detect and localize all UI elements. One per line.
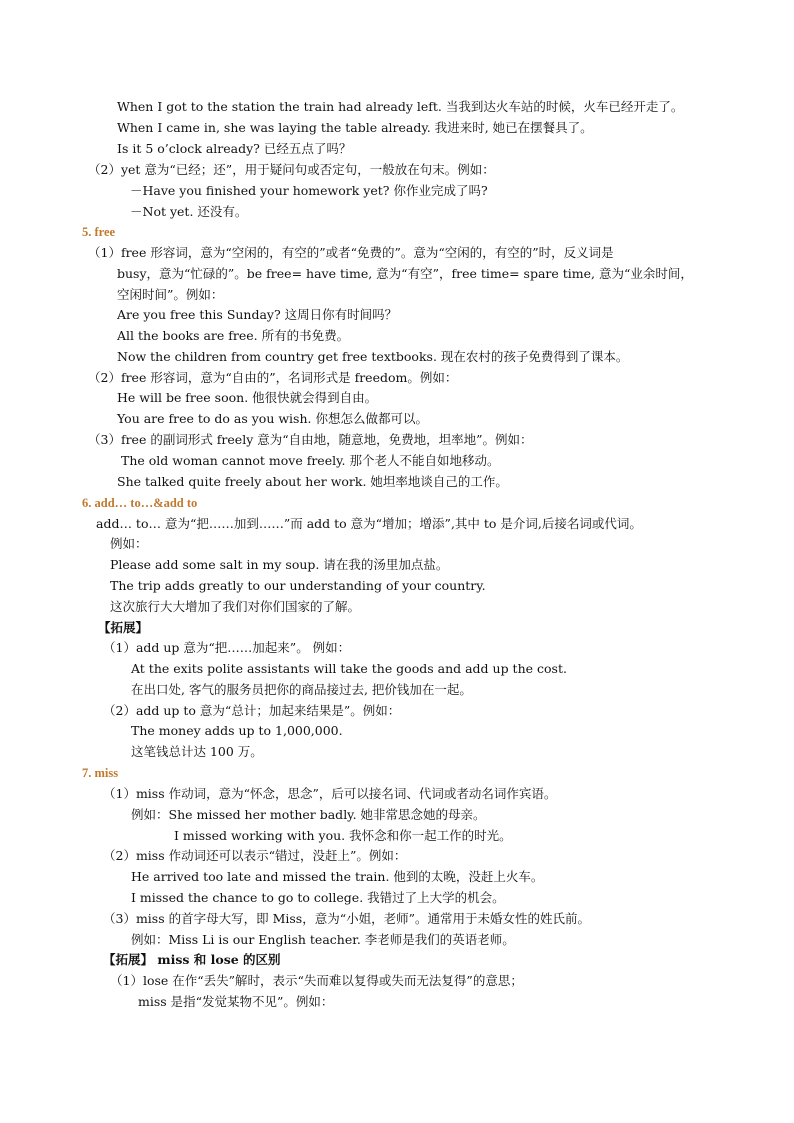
example-sentence: All the books are free. 所有的书免费。 — [117, 328, 350, 343]
example-sentence: Now the children from country get free textbooks. 现在农村的孩子免费得到了课本。 — [117, 349, 629, 364]
rule-item: （1）miss 作动词，意为“怀念，思念”，后可以接名词、代词或者动名词作宾语。 — [103, 786, 557, 801]
example-sentence: The trip adds greatly to our understanding of your country. — [110, 578, 486, 593]
rule-continuation: miss 是指“发觉某物不见”。例如： — [138, 994, 334, 1009]
rule-item: （3）miss 的首字母大写，即 Miss，意为“小姐，老师”。通常用于未婚女性的姓氏前。 — [103, 911, 590, 926]
dialogue-line: －Have you finished your homework yet? 你作业完成了吗? — [130, 183, 488, 198]
example-sentence: At the exits polite assistants will take the goods and add up the cost. — [131, 661, 567, 676]
example-sentence: He will be free soon. 他很快就会得到自由。 — [117, 390, 378, 405]
rule-continuation: 空闲时间”。例如： — [117, 287, 224, 302]
example-translation: 这笔钱总计达 100 万。 — [131, 744, 263, 759]
example-sentence: I missed the chance to go to college. 我错过了上大学的机会。 — [131, 890, 505, 905]
example-sentence: Please add some salt in my soup. 请在我的汤里加点盐。 — [110, 557, 449, 572]
example-translation: 在出口处, 客气的服务员把你的商品接过去, 把价钱加在一起。 — [131, 682, 472, 697]
rule-item: （1）lose 在作“丢失”解时，表示“失而难以复得或失而无法复得”的意思； — [110, 973, 523, 988]
rule-item: （2）free 形容词，意为“自由的”，名词形式是 freedom。例如： — [88, 370, 458, 385]
section-heading-miss: 7. miss — [82, 766, 119, 780]
example-label: 例如： — [110, 536, 148, 551]
example-sentence: The money adds up to 1,000,000. — [131, 723, 343, 738]
example-sentence: She talked quite freely about her work. 她坦率地谈自己的工作。 — [117, 474, 508, 489]
example-sentence: You are free to do as you wish. 你想怎么做都可以。 — [117, 411, 428, 426]
rule-item: （2）miss 作动词还可以表示“错过，没赶上”。例如： — [103, 848, 407, 863]
rule-item: （1）free 形容词，意为“空闲的，有空的”或者“免费的”。意为“空闲的，有空的”时，反义词是 — [88, 245, 614, 260]
rule-item: （3）free 的副词形式 freely 意为“自由地，随意地，免费地，坦率地”。例如： — [88, 432, 533, 447]
rule-item: （2）yet 意为“已经；还”，用于疑问句或否定句，一般放在句末。例如： — [88, 162, 495, 177]
example-sentence: Are you free this Sunday? 这周日你有时间吗？ — [117, 307, 398, 322]
rule-item: add… to… 意为“把……加到……”而 add to 意为“增加；增添”,其中 to 是介词,后接名词或代词。 — [96, 516, 642, 531]
rule-item: （2）add up to 意为“总计；加起来结果是”。例如： — [103, 703, 401, 718]
example-sentence: 例如：Miss Li is our English teacher. 李老师是我们的英语老师。 — [131, 932, 515, 947]
example-translation: 这次旅行大大增加了我们对你们国家的了解。 — [110, 599, 361, 614]
extension-label: 【拓展】 — [98, 620, 149, 635]
rule-continuation: busy，意为“忙碌的”。be free= have time, 意为“有空”，free time= spare time, 意为“业余时间， — [117, 266, 693, 281]
section-heading-add: 6. add… to…&add to — [82, 496, 198, 510]
example-sentence: When I came in, she was laying the table already. 我进来时, 她已在摆餐具了。 — [117, 120, 593, 135]
section-heading-free: 5. free — [82, 225, 116, 239]
example-sentence: The old woman cannot move freely. 那个老人不能自如地移动。 — [121, 453, 500, 468]
example-sentence: Is it 5 o’clock already? 已经五点了吗？ — [117, 141, 352, 156]
dialogue-line: －Not yet. 还没有。 — [130, 204, 248, 219]
example-sentence: He arrived too late and missed the train. 他到的太晚，没赶上火车。 — [131, 869, 544, 884]
example-sentence: 例如：She missed her mother badly. 她非常思念她的母亲。 — [131, 807, 486, 822]
example-sentence: I missed working with you. 我怀念和你一起工作的时光。 — [174, 828, 512, 843]
rule-item: （1）add up 意为“把……加起来”。 例如： — [103, 640, 351, 655]
example-sentence: When I got to the station the train had already left. 当我到达火车站的时候，火车已经开走了。 — [117, 99, 684, 114]
extension-label: 【拓展】 miss 和 lose 的区别 — [103, 952, 281, 967]
